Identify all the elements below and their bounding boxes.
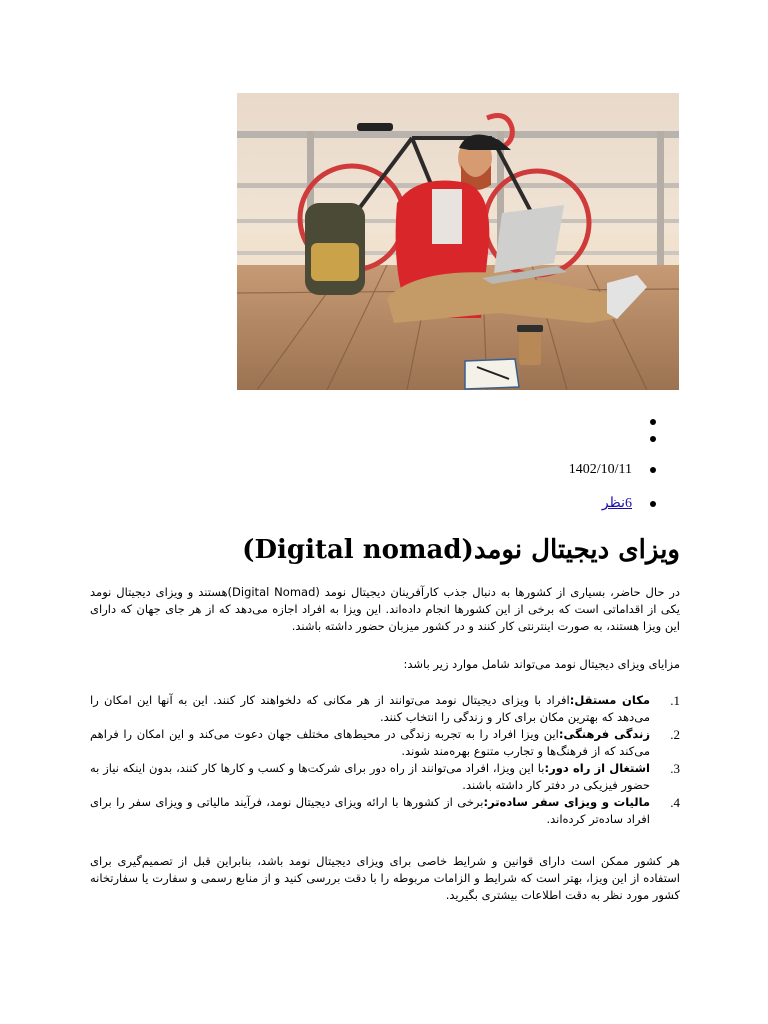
benefit-term: مالیات و ویزای سفر ساده‌تر: [483,795,651,809]
comments-link[interactable]: 6نظر [601,496,632,511]
benefit-text: افراد با ویزای دیجیتال نومد می‌توانند از هر مکانی که دلخواهند کار کنند. این به آنها این امکان را می‌دهد که بهترین مکان برای کار و زندگی را انتخاب کنند. [90,693,650,724]
benefit-text: با این ویزا، افراد می‌توانند از راه دور برای شرکت‌ها و کسب و کارها کار کنند، بدون اینکه نیاز به حضور فیزیکی در دفتر کار داشته باشند. [90,761,650,792]
benefits-lead: مزایای ویزای دیجیتال نومد می‌تواند شامل موارد زیر باشد: [403,657,680,671]
bullet-icon [650,419,656,425]
benefit-term: مکان مستقل: [569,693,650,707]
benefit-item [90,794,680,828]
item-number: 3. [670,761,680,776]
bullet-icon [650,501,656,507]
item-number: 1. [670,693,680,708]
benefit-item [90,692,680,726]
benefit-item [90,726,680,760]
article-intro: در حال حاضر، بسیاری از کشورها به دنبال جذب کارآفرینان دیجیتال نومد (Digital Nomad)هستند و ویزای دیجیتال نومد یکی از اقداماتی است که برخی از این کشورها انجام داده‌اند. این ویزا به افراد اجازه می‌دهد که از هر جای جهان که دارای این ویزا هستند، به صورت اینترنتی کار کنند و در کشور میزبان حضور داشته باشند. [90,585,680,633]
benefit-term: اشتغال از راه دور: [544,761,650,775]
benefit-text: برخی از کشورها با ارائه ویزای دیجیتال نومد، فرآیند مالیاتی و ویزای سفر را برای افراد ساده‌تر کرده‌اند. [90,795,650,826]
comments-item [602,494,656,514]
item-number: 2. [670,727,680,742]
post-date-item [569,460,656,480]
post-date: 1402/10/11 [568,462,632,477]
article-title: ویزای دیجیتال نومد(Digital nomad) [242,535,680,565]
benefit-term: زندگی فرهنگی: [558,727,650,741]
bullet-icon [650,436,656,442]
benefit-text: این ویزا افراد را به تجربه زندگی در محیط‌های مختلف جهان دعوت می‌کند و این امکان را فراهم می‌کند که از فرهنگ‌ها و تجارب متنوع بهره‌مند شوند. [90,727,650,758]
list-item [632,429,656,449]
benefit-item [90,760,680,794]
article-closing: هر کشور ممکن است دارای قوانین و شرایط خاصی برای ویزای دیجیتال نومد باشد، بنابراین قبل از تصمیم‌گیری برای استفاده از این ویزا، بهتر است که شرایط و الزامات مربوطه را با دقت بررسی کنید و از منابع رسمی و سفارت یا سفارتخانه کشور مورد نظر به دقت اطلاعات بیشتری بگیرید. [90,854,680,902]
bullet-icon [650,467,656,473]
hero-image [237,93,679,390]
benefits-list [90,692,680,828]
item-number: 4. [670,795,680,810]
